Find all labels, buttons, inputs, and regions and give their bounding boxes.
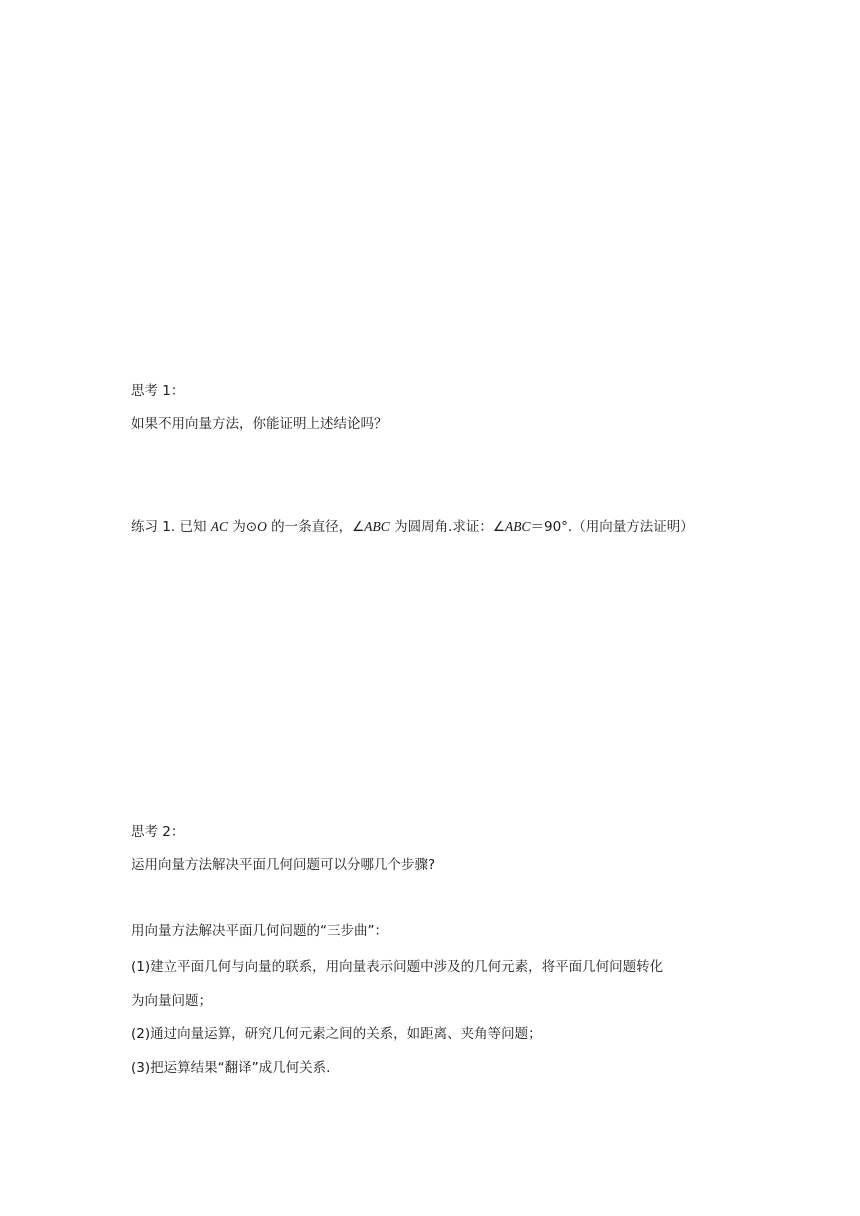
thinking1-heading: 思考 1： <box>131 383 185 399</box>
exercise1-mid3: 为圆周角.求证：∠ <box>389 519 505 535</box>
exercise1-text <box>131 518 694 536</box>
step1-line1: (1)建立平面几何与向量的联系，用向量表示问题中涉及的几何元素，将平面几何问题转化 <box>131 959 664 975</box>
thinking2-heading: 思考 2： <box>131 824 185 840</box>
circle-symbol: ⊙ <box>245 519 258 535</box>
exercise1-mid2: 的一条直径，∠ <box>266 519 365 535</box>
point-o: O <box>257 519 267 534</box>
step3: (3)把运算结果“翻译”成几何关系. <box>131 1060 331 1076</box>
angle-abc-2: ABC <box>504 519 531 534</box>
thinking1-question: 如果不用向量方法，你能证明上述结论吗？ <box>131 416 388 432</box>
step1-line2: 为向量问题； <box>131 993 212 1009</box>
angle-abc-1: ABC <box>364 519 390 534</box>
thinking2-question: 运用向量方法解决平面几何问题可以分哪几个步骤? <box>131 857 436 873</box>
exercise1-tail: ＝90°.（用向量方法证明） <box>530 519 694 535</box>
three-steps-intro: 用向量方法解决平面几何问题的“三步曲”： <box>131 923 388 939</box>
exercise1-prefix: 练习 1. 已知 <box>131 519 211 535</box>
step2: (2)通过向量运算，研究几何元素之间的关系，如距离、夹角等问题； <box>131 1026 542 1042</box>
exercise1-mid1: 为 <box>228 519 246 535</box>
segment-ac: AC <box>210 519 229 534</box>
